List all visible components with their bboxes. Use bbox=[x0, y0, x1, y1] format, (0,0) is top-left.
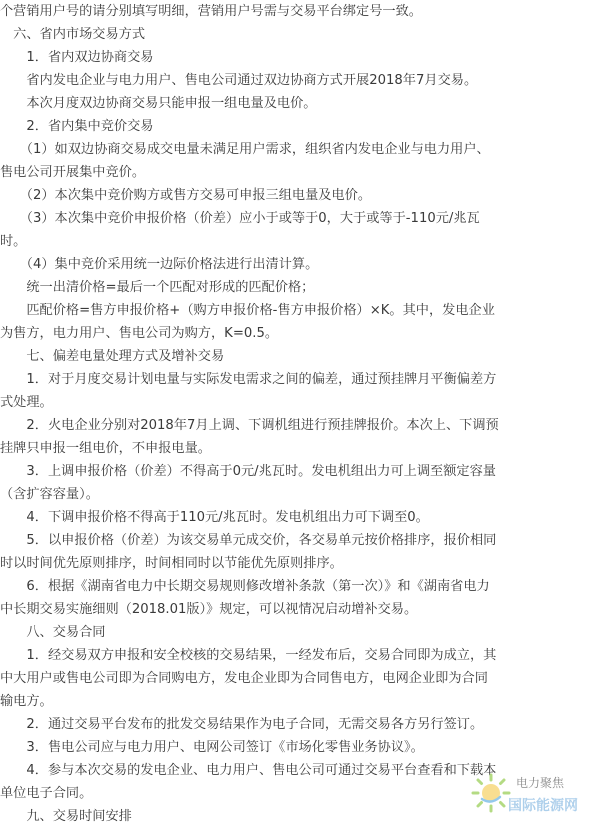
text-line: 单位电子合同。 bbox=[0, 786, 93, 801]
text-line: 3．上调申报价格（价差）不得高于0元/兆瓦时。发电机组出力可上调至额定容量 bbox=[0, 464, 496, 479]
text-line: 本次月度双边协商交易只能申报一组电量及电价。 bbox=[0, 96, 317, 111]
text-line: 2．火电企业分别对2018年7月上调、下调机组进行预挂牌报价。本次上、下调预 bbox=[0, 418, 499, 433]
text-line: 挂牌只申报一组电价，不申报电量。 bbox=[0, 441, 211, 456]
text-line: （2）本次集中竞价购方或售方交易可申报三组电量及电价。 bbox=[0, 188, 372, 203]
text-line: 4．参与本次交易的发电企业、电力用户、售电公司可通过交易平台查看和下载本 bbox=[0, 763, 497, 778]
text-line: 为售方，电力用户、售电公司为购方，K=0.5。 bbox=[0, 326, 279, 341]
text-line: 1．经交易双方申报和安全校核的交易结果，一经发布后，交易合同即为成立，其 bbox=[0, 648, 497, 663]
subsection-heading: 2．省内集中竞价交易 bbox=[0, 119, 154, 134]
text-line: 个营销用户号的请分别填写明细，营销用户号需与交易平台绑定号一致。 bbox=[0, 4, 422, 19]
text-line: （含扩容容量）。 bbox=[0, 487, 99, 502]
text-line: 中大用户或售电公司即为合同购电方，发电企业即为合同售电方，电网企业即为合同 bbox=[0, 671, 488, 686]
text-line: 2．通过交易平台发布的批发交易结果作为电子合同，无需交易各方另行签订。 bbox=[0, 717, 484, 732]
text-line: 售电公司开展集中竞价。 bbox=[0, 165, 146, 180]
watermark bbox=[470, 768, 600, 824]
section-heading: 九、交易时间安排 bbox=[0, 809, 132, 824]
text-line: 中长期交易实施细则（2018.01版）》规定，可以视情况启动增补交易。 bbox=[0, 602, 418, 617]
text-line: 输电方。 bbox=[0, 694, 53, 709]
text-line: 统一出清价格=最后一个匹配对形成的匹配价格； bbox=[0, 280, 315, 295]
section-heading: 六、省内市场交易方式 bbox=[0, 27, 146, 42]
text-line: （3）本次集中竞价申报价格（价差）应小于或等于0，大于或等于-110元/兆瓦 bbox=[0, 211, 480, 226]
text-line: 式处理。 bbox=[0, 395, 53, 410]
sun-logo-icon bbox=[470, 772, 512, 814]
section-heading: 八、交易合同 bbox=[0, 625, 106, 640]
watermark-caption: 电力聚焦 bbox=[516, 776, 565, 790]
text-line: 3．售电公司应与电力用户、电网公司签订《市场化零售业务协议》。 bbox=[0, 740, 424, 755]
subsection-heading: 1．省内双边协商交易 bbox=[0, 50, 154, 65]
text-line: 1．对于月度交易计划电量与实际发电需求之间的偏差，通过预挂牌月平衡偏差方 bbox=[0, 372, 497, 387]
text-line: （4）集中竞价采用统一边际价格法进行出清计算。 bbox=[0, 257, 319, 272]
text-line: 4．下调申报价格不得高于110元/兆瓦时。发电机组出力可下调至0。 bbox=[0, 510, 429, 525]
section-heading: 七、偏差电量处理方式及增补交易 bbox=[0, 349, 225, 364]
text-line: 匹配价格=售方申报价格+（购方申报价格-售方申报价格）×K。其中，发电企业 bbox=[0, 303, 495, 318]
text-line: 时以时间优先原则排序，时间相同时以节能优先原则排序。 bbox=[0, 556, 343, 571]
text-line: 省内发电企业与电力用户、售电公司通过双边协商方式开展2018年7月交易。 bbox=[0, 73, 478, 88]
watermark-site-name: 国际能源网 bbox=[508, 798, 578, 814]
text-line: （1）如双边协商交易成交电量未满足用户需求，组织省内发电企业与电力用户、 bbox=[0, 142, 490, 157]
text-line: 时。 bbox=[0, 234, 27, 249]
text-line: 6．根据《湖南省电力中长期交易规则修改增补条款（第一次）》和《湖南省电力 bbox=[0, 579, 490, 594]
text-line: 5．以申报价格（价差）为该交易单元成交价，各交易单元按价格排序，报价相同 bbox=[0, 533, 497, 548]
